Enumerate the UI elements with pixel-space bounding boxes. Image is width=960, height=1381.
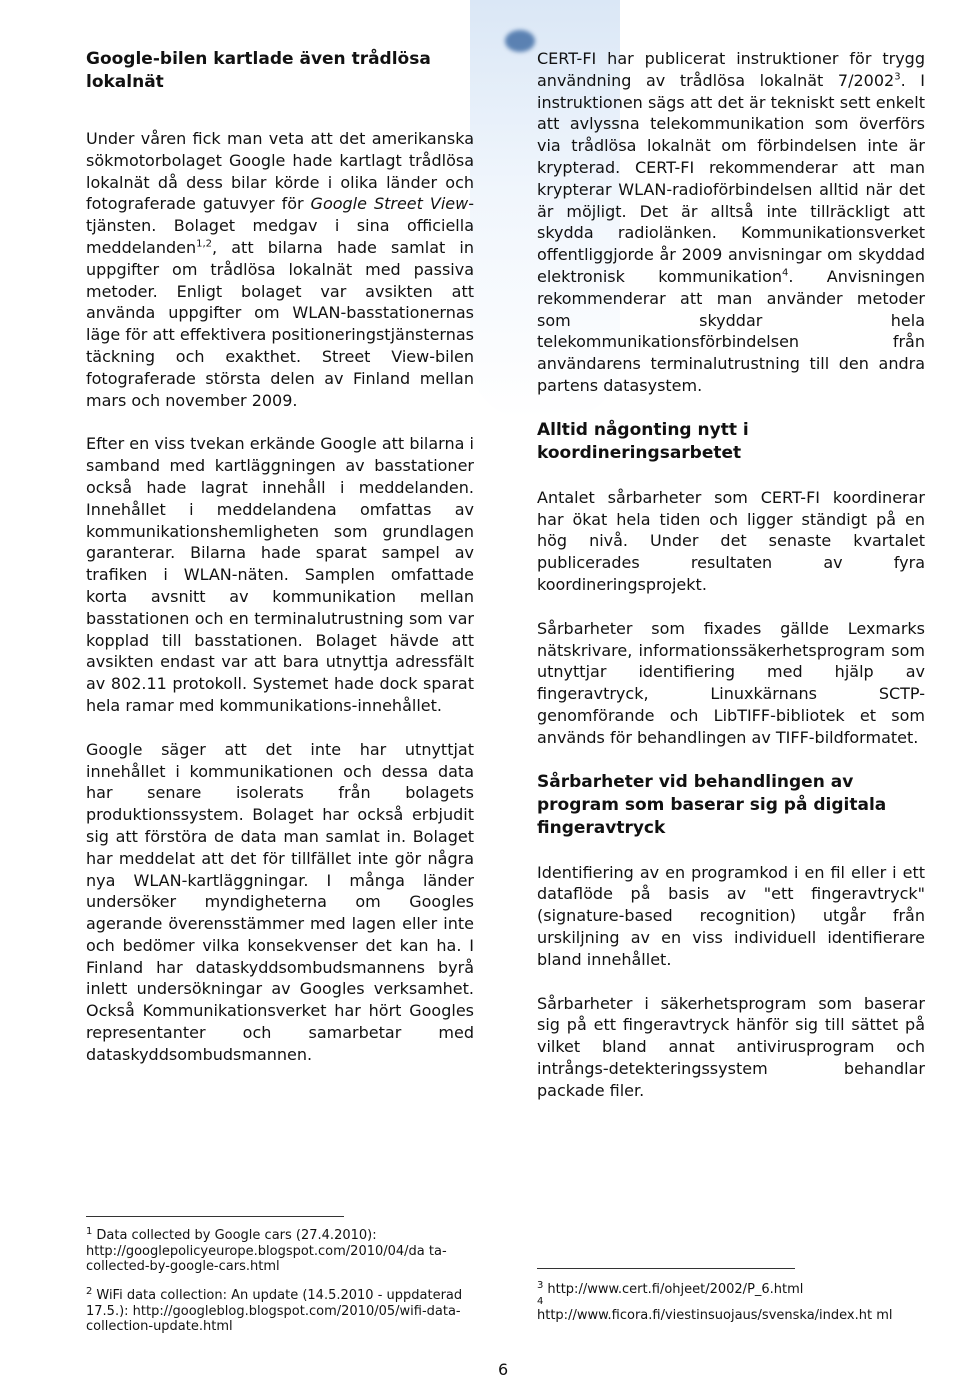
heading-coordination: Alltid någonting nytt i koordineringsarbetet xyxy=(537,419,749,463)
footnote-ref: 4 xyxy=(782,267,789,279)
paragraph xyxy=(86,128,474,411)
footnote-rule xyxy=(86,1216,344,1217)
paragraph: Identifiering av en programkod i en fil eller i ett dataflöde på basis av "ett fingeravtryck" (signature-based recognition) utgår från urskiljning av en viss individuell identifierare bland innehållet. xyxy=(537,862,925,969)
footnote: 4 http://www.ficora.fi/viestinsuojaus/svenska/index.ht ml xyxy=(537,1296,893,1323)
heading-fingerprint: Sårbarheter vid behandlingen av program som baserar sig på digitala fingeravtryck xyxy=(537,771,887,838)
watermark-mark xyxy=(505,30,535,52)
footnote-number: 2 xyxy=(86,1285,93,1297)
paragraph: Efter en viss tvekan erkände Google att bilarna i samband med kartläggningen av basstationer också hade lagrat innehåll i meddelanden. Innehållet i meddelandena omfattas av kommunikationshemligheten som grundlagen garanterar. Bilarna hade sparat sampel av trafiken i WLAN-näten. Samplen omfattade korta avsnitt av kommunikation mellan basstationen och en terminalutrustning som var kopplad till basstationen. Bolaget hävde att avsikten endast var att bara utnyttja adressfält av 802.11 protokoll. Systemet hade dock sparat hela ramar med kommunikations-innehållet. xyxy=(86,434,474,715)
text-run: Under våren fick man veta att det amerikanska sökmotorbolaget Google hade kartlagt trådlösa lokalnät då dess bilar körde i olika länder och fotograferade gatuvyer för xyxy=(86,129,474,214)
footnote-rule xyxy=(537,1268,795,1269)
paragraph: Sårbarheter i säkerhetsprogram som baserar sig på ett fingeravtryck hänför sig till sättet på vilket bland annat antivirusprogram och intrångs-detekteringssystem behandlar packade filer. xyxy=(537,993,925,1100)
footnote-text: Data collected by Google cars (27.4.2010): http://googlepolicyeurope.blogspot.com/2010/04/da ta-collected-by-google-cars.html xyxy=(86,1228,447,1274)
paragraph: Google säger att det inte har utnyttjat innehållet i kommunikationen och dessa data har senare isolerats från bolagets produktionssystem. Bolaget har också erbjudit sig att förstöra de data man samlat in. Bolaget har meddelat att det för tillfället inte gör några nya WLAN-kartläggningar. I många länder undersöker myndigheterna om Googles agerande överensstämmer med lagen eller inte och bedömer vilka konsekvenser det kan ha. I Finland har dataskyddsombudsmannens byrå inlett undersökningar av Googles verksamhet. Också Kommunikationsverket har hört Googles representanter och samarbetar med dataskyddsombudsmannen. xyxy=(86,739,474,1064)
paragraph: Antalet sårbarheter som CERT-FI koordinerar har ökat hela tiden och ligger ständigt på en hög nivå. Under det senaste kvartalet publicerades resultaten av fyra koordineringsprojekt. xyxy=(537,487,925,594)
page-number: 6 xyxy=(498,1360,509,1379)
heading-google-car: Google-bilen kartlade även trådlösa lokalnät xyxy=(86,49,431,92)
text-run: CERT-FI har publicerat instruktioner för trygg användning av trådlösa lokalnät 7/2002 xyxy=(537,49,925,90)
right-column xyxy=(537,48,925,1123)
footnote-text: WiFi data collection: An update (14.5.2010 - uppdaterad 17.5.): http://googleblog.blogspot.com/2010/05/wifi-data-collection-update.html xyxy=(86,1288,463,1334)
text-run: , att bilarna hade samlat in uppgifter om trådlösa lokalnät med passiva metoder. Enligt bolaget var avsikten att använda uppgifter om WLAN-basstationernas läge för att effektivera positioneringstjänsternas täckning och exakthet. Street View-bilen fotograferade största delen av Finland mellan mars och november 2009. xyxy=(86,237,474,410)
footnote-ref: 1,2 xyxy=(196,238,213,250)
paragraph xyxy=(537,48,925,397)
text-run: . I instruktionen sägs att det är tekniskt sett enkelt att avlyssna telekommunikation som överförs via trådlösa lokalnät om förbindelsen inte är krypterad. CERT-FI rekommenderar att man krypterar WLAN-radioförbindelsen alltid när det är möjligt. Det är alltså inte tillräckligt att skydda radiolänken. Kommunikationsverket offentliggjorde år 2009 anvisningar om skyddad elektronisk kommunikation xyxy=(537,70,925,286)
footnote-number: 3 xyxy=(537,1279,544,1291)
footnote-text: http://www.ficora.fi/viestinsuojaus/svenska/index.ht ml xyxy=(537,1308,893,1323)
footnote xyxy=(86,1285,471,1335)
footnote-number: 1 xyxy=(86,1225,93,1237)
text-run: . Anvisningen rekommenderar att man använder metoder som skyddar hela telekommunikationsförbindelsen från användarens terminalutrustning till den andra partens datasystem. xyxy=(537,266,925,395)
text-run-italic: Google Street View xyxy=(310,194,469,214)
left-column xyxy=(86,48,474,1088)
footnote-text: http://www.cert.fi/ohjeet/2002/P_6.html xyxy=(547,1282,804,1297)
paragraph: Sårbarheter som fixades gällde Lexmarks nätskrivare, informationssäkerhetsprogram som utnyttjar identifiering med hjälp av fingeravtryck, Linuxkärnans SCTP-genomförande och LibTIFF-bibliotek et som används för behandlingen av TIFF-bildformatet. xyxy=(537,618,925,747)
footnote xyxy=(86,1225,471,1275)
footnote xyxy=(537,1279,922,1298)
text-run: -tjänsten. Bolaget medgav i sina officiella meddelanden xyxy=(86,194,474,257)
footnote-ref: 3 xyxy=(894,71,901,83)
